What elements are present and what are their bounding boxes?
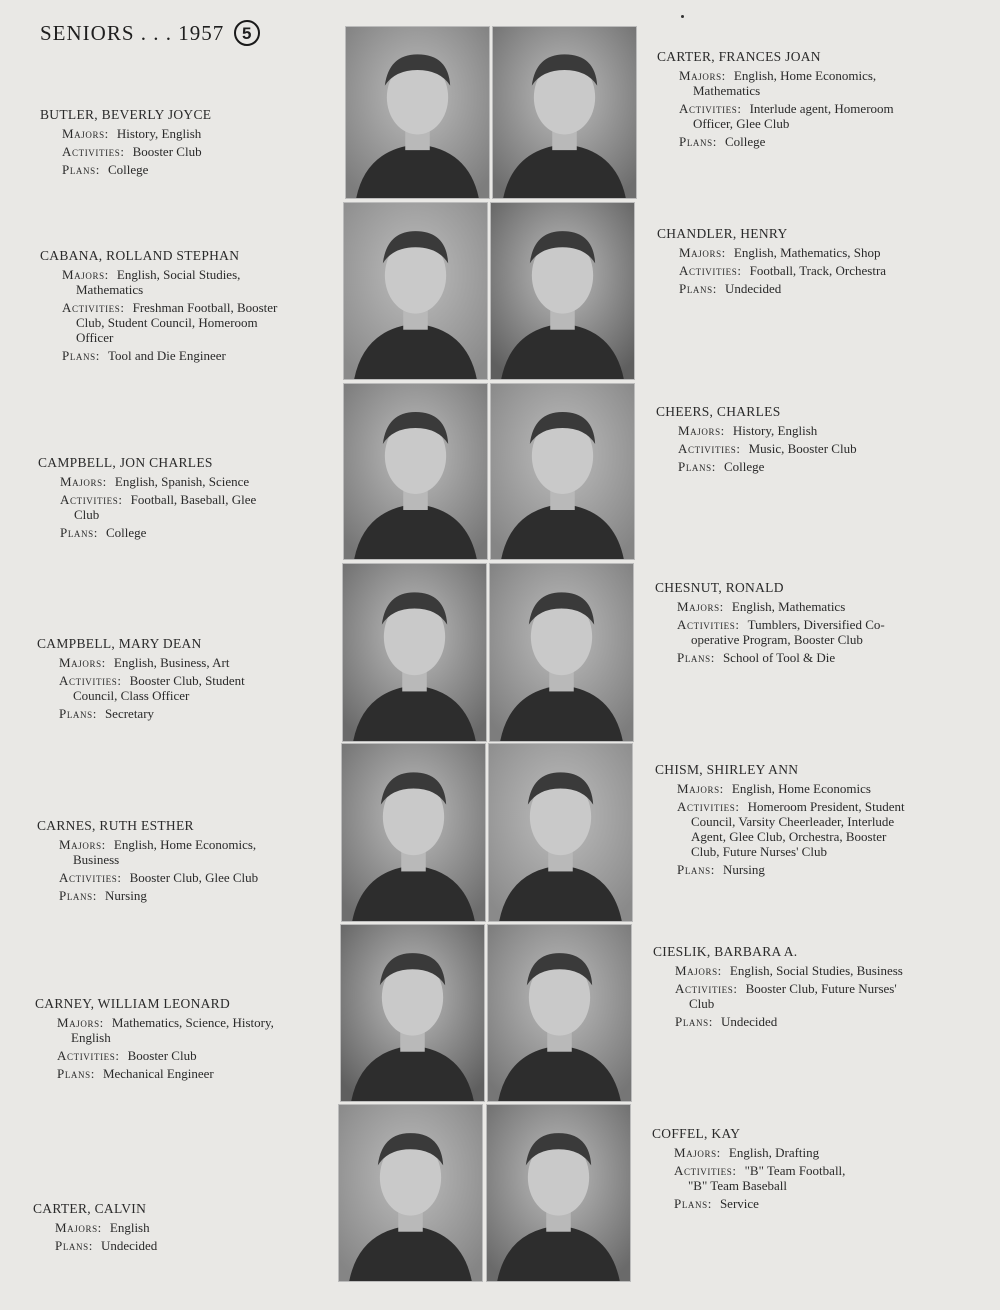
majors-text: English, Spanish, Science (114, 474, 250, 489)
activities-text: Freshman Football, Booster (132, 300, 278, 315)
activities-text: Booster Club (127, 1048, 197, 1063)
plans (677, 650, 940, 665)
majors (679, 245, 942, 260)
ink-dot (681, 15, 684, 18)
plans-label: Plans: (679, 134, 717, 149)
activities-label: Activities: (59, 673, 122, 688)
plans-text: Nursing (722, 862, 765, 877)
student-name: CARNEY, WILLIAM LEONARD (35, 996, 231, 1011)
student-name: CAMPBELL, JON CHARLES (38, 455, 213, 470)
activities (59, 673, 322, 703)
majors-text: English, Mathematics, Shop (733, 245, 881, 260)
plans-label: Plans: (677, 862, 715, 877)
majors-label: Majors: (675, 963, 722, 978)
plans (59, 888, 322, 903)
student-entry (37, 818, 322, 906)
majors (57, 1015, 320, 1045)
plans-label: Plans: (675, 1014, 713, 1029)
student-name: CARNES, RUTH ESTHER (37, 818, 194, 833)
activities-text: Booster Club, Future Nurses' (745, 981, 897, 996)
majors-label: Majors: (55, 1220, 102, 1235)
plans (62, 162, 325, 177)
plans-label: Plans: (62, 162, 100, 177)
portrait-photo (487, 924, 632, 1102)
activities-text: Booster Club, Student (129, 673, 245, 688)
majors-text: English, Home Economics, (733, 68, 877, 83)
activities-label: Activities: (677, 799, 740, 814)
activities-text: Football, Track, Orchestra (749, 263, 887, 278)
majors-text: Business (73, 852, 120, 867)
plans (57, 1066, 320, 1081)
majors (678, 423, 941, 438)
majors-text: English, Drafting (728, 1145, 820, 1160)
majors (55, 1220, 318, 1235)
portrait-photo (345, 26, 490, 199)
page-number-badge: 5 (234, 20, 260, 46)
activities (62, 144, 325, 159)
portrait-photo (343, 383, 488, 560)
plans-text: College (724, 134, 766, 149)
majors-label: Majors: (60, 474, 107, 489)
student-name: CARTER, CALVIN (33, 1201, 147, 1216)
plans (675, 1014, 938, 1029)
activities (60, 492, 323, 522)
plans-text: Undecided (100, 1238, 158, 1253)
activities (62, 300, 325, 345)
plans-label: Plans: (678, 459, 716, 474)
activities-text: Booster Club (132, 144, 202, 159)
majors (679, 68, 942, 98)
majors-label: Majors: (674, 1145, 721, 1160)
student-entry (33, 1201, 318, 1256)
activities-text: Officer, Glee Club (693, 116, 790, 131)
majors-label: Majors: (679, 68, 726, 83)
majors-label: Majors: (62, 267, 109, 282)
activities-label: Activities: (677, 617, 740, 632)
majors-label: Majors: (62, 126, 109, 141)
majors (677, 781, 940, 796)
activities (679, 263, 942, 278)
page-title-text: SENIORS . . . 1957 (40, 20, 225, 45)
portrait-photo (340, 924, 485, 1102)
activities-text: Council, Class Officer (73, 688, 190, 703)
activities (674, 1163, 937, 1193)
majors (62, 126, 325, 141)
activities-text: Tumblers, Diversified Co- (747, 617, 885, 632)
activities-text: "B" Team Baseball (688, 1178, 787, 1193)
activities-text: Football, Baseball, Glee (130, 492, 257, 507)
activities-text: Interlude agent, Homeroom (749, 101, 894, 116)
student-name: COFFEL, KAY (652, 1126, 741, 1141)
plans-text: Nursing (104, 888, 147, 903)
portrait-photo (343, 202, 488, 380)
activities-label: Activities: (674, 1163, 737, 1178)
activities-text: Agent, Glee Club, Orchestra, Booster (691, 829, 887, 844)
activities (59, 870, 322, 885)
portrait-photo (486, 1104, 631, 1282)
plans-label: Plans: (679, 281, 717, 296)
student-entry (35, 996, 320, 1084)
activities-text: Club (689, 996, 715, 1011)
activities (677, 617, 940, 647)
activities-text: Music, Booster Club (748, 441, 857, 456)
student-entry (653, 944, 938, 1032)
student-name: CABANA, ROLLAND STEPHAN (40, 248, 240, 263)
plans (55, 1238, 318, 1253)
activities-label: Activities: (679, 263, 742, 278)
activities-label: Activities: (678, 441, 741, 456)
plans (59, 706, 322, 721)
activities-text: Booster Club, Glee Club (129, 870, 259, 885)
activities-text: Club, Student Council, Homeroom (76, 315, 258, 330)
majors-label: Majors: (679, 245, 726, 260)
activities-text: Homeroom President, Student (747, 799, 905, 814)
plans (677, 862, 940, 877)
activities-label: Activities: (62, 144, 125, 159)
student-name: CHANDLER, HENRY (657, 226, 788, 241)
plans-text: School of Tool & Die (722, 650, 836, 665)
majors-label: Majors: (677, 781, 724, 796)
activities-label: Activities: (679, 101, 742, 116)
student-entry (655, 762, 940, 880)
activities-text: Council, Varsity Cheerleader, Interlude (691, 814, 895, 829)
plans (678, 459, 941, 474)
activities (57, 1048, 320, 1063)
plans-label: Plans: (677, 650, 715, 665)
majors-text: Mathematics, Science, History, (111, 1015, 274, 1030)
plans-label: Plans: (62, 348, 100, 363)
activities (677, 799, 940, 859)
majors (677, 599, 940, 614)
majors-text: English, Home Economics, (113, 837, 257, 852)
student-entry (38, 455, 323, 543)
plans-label: Plans: (59, 706, 97, 721)
portrait-photo (489, 563, 634, 742)
student-name: CHEERS, CHARLES (656, 404, 781, 419)
student-entry (657, 226, 942, 299)
activities-text: "B" Team Football, (744, 1163, 846, 1178)
majors-text: History, English (116, 126, 202, 141)
majors-text: Mathematics (76, 282, 144, 297)
majors-text: English, Home Economics (731, 781, 871, 796)
plans (679, 134, 942, 149)
activities-text: Club, Future Nurses' Club (691, 844, 827, 859)
plans-label: Plans: (59, 888, 97, 903)
plans-label: Plans: (674, 1196, 712, 1211)
majors-text: English (71, 1030, 111, 1045)
majors-text: English, Business, Art (113, 655, 230, 670)
portrait-photo (341, 743, 486, 922)
majors-text: English, Social Studies, (116, 267, 241, 282)
majors (62, 267, 325, 297)
majors-text: English (109, 1220, 150, 1235)
student-entry (40, 248, 325, 366)
portrait-photo (490, 383, 635, 560)
majors (675, 963, 938, 978)
plans (679, 281, 942, 296)
student-name: CIESLIK, BARBARA A. (653, 944, 798, 959)
portrait-photo (342, 563, 487, 742)
portrait-photo (492, 26, 637, 199)
activities-label: Activities: (60, 492, 123, 507)
majors-text: English, Social Studies, Business (729, 963, 903, 978)
plans-text: Service (719, 1196, 759, 1211)
plans-text: Undecided (724, 281, 782, 296)
plans (62, 348, 325, 363)
student-name: CARTER, FRANCES JOAN (657, 49, 821, 64)
student-name: CHESNUT, RONALD (655, 580, 784, 595)
plans-text: Tool and Die Engineer (107, 348, 226, 363)
plans (60, 525, 323, 540)
student-entry (657, 49, 942, 152)
plans-text: Undecided (720, 1014, 778, 1029)
majors (59, 655, 322, 670)
plans-label: Plans: (57, 1066, 95, 1081)
majors-label: Majors: (678, 423, 725, 438)
portrait-photo (490, 202, 635, 380)
student-entry (655, 580, 940, 668)
majors-label: Majors: (57, 1015, 104, 1030)
plans-text: College (723, 459, 765, 474)
portrait-photo (488, 743, 633, 922)
activities (675, 981, 938, 1011)
student-name: BUTLER, BEVERLY JOYCE (40, 107, 212, 122)
activities-label: Activities: (675, 981, 738, 996)
plans-label: Plans: (60, 525, 98, 540)
plans-text: College (105, 525, 147, 540)
majors-label: Majors: (677, 599, 724, 614)
majors-label: Majors: (59, 837, 106, 852)
student-name: CHISM, SHIRLEY ANN (655, 762, 799, 777)
majors (59, 837, 322, 867)
majors-text: English, Mathematics (731, 599, 846, 614)
plans-label: Plans: (55, 1238, 93, 1253)
plans-text: College (107, 162, 149, 177)
activities-label: Activities: (62, 300, 125, 315)
activities (678, 441, 941, 456)
activities-label: Activities: (59, 870, 122, 885)
majors-text: Mathematics (693, 83, 761, 98)
page-title (40, 20, 260, 46)
majors (60, 474, 323, 489)
majors-label: Majors: (59, 655, 106, 670)
student-entry (37, 636, 322, 724)
plans-text: Mechanical Engineer (102, 1066, 214, 1081)
activities-label: Activities: (57, 1048, 120, 1063)
activities-text: operative Program, Booster Club (691, 632, 863, 647)
majors-text: History, English (732, 423, 818, 438)
student-entry (656, 404, 941, 477)
plans (674, 1196, 937, 1211)
student-entry (40, 107, 325, 180)
majors (674, 1145, 937, 1160)
student-entry (652, 1126, 937, 1214)
activities (679, 101, 942, 131)
plans-text: Secretary (104, 706, 155, 721)
activities-text: Officer (76, 330, 114, 345)
portrait-photo (338, 1104, 483, 1282)
student-name: CAMPBELL, MARY DEAN (37, 636, 202, 651)
activities-text: Club (74, 507, 100, 522)
